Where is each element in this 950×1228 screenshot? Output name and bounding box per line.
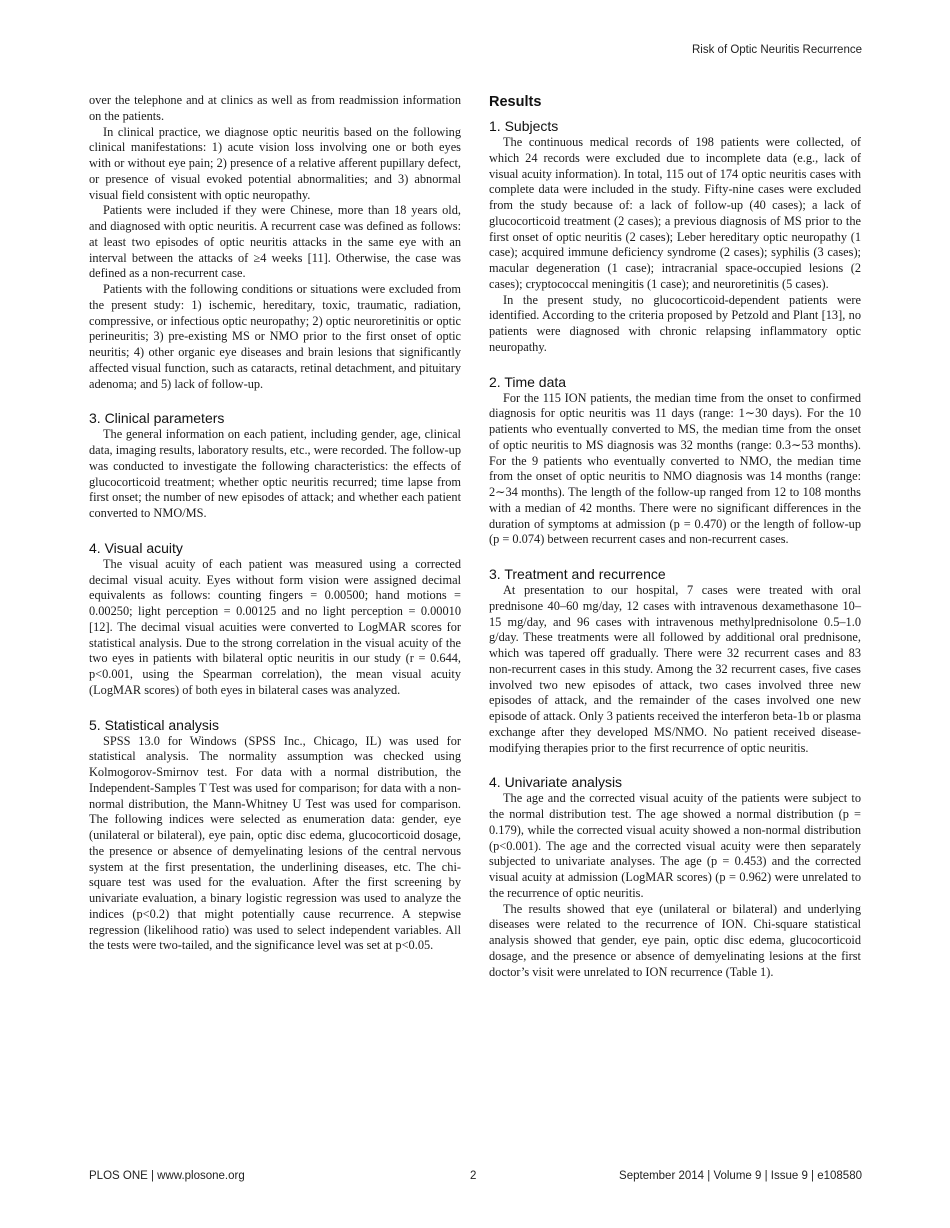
- right-column: [489, 93, 861, 980]
- section-paragraph: For the 115 ION patients, the median time from the onset to confirmed diagnosis for optic neuritis was 11 days (range: 1∼30 days). For the 10 patients who eventually converted to MS, the median time from the onset of optic neuritis to MS diagnosis was 32 months (range: 0.3∼53 months). For the 9 patients who eventually converted to NMO, the median time from the onset of optic neuritis to NMO diagnosis was 14 months (range: 2∼34 months). The length of the follow-up ranged from 12 to 108 months with a median of 42 months. There were no significant differences in the duration of symptoms at admission (p = 0.470) or the length of follow-up (p = 0.074) between recurrent cases and non-recurrent cases.: [489, 390, 861, 547]
- section-visual-acuity: [89, 539, 461, 699]
- section-heading: 2. Time data: [489, 373, 567, 390]
- section-paragraph: The visual acuity of each patient was measured using a corrected decimal visual acuity. Eyes without form vision were assigned decimal equivalents as follows: counting fingers = 0.00500; hand motions = 0.00250; light perception = 0.00125 and no light perception = 0.00010 [12]. The decimal visual acuities were converted to LogMAR scores for statistical analysis. Due to the strong correlation in the visual acuity of the two eyes in patients with bilateral optic neuritis in our study (r = 0.644, p<0.001, using the Spearman correlation), the mean visual acuity (LogMAR scores) of both eyes in bilateral cases was analyzed.: [89, 556, 461, 697]
- section-paragraph: SPSS 13.0 for Windows (SPSS Inc., Chicago, IL) was used for statistical analysis. The normality assumption was checked using Kolmogorov-Smirnov test. For data with a normal distribution, the Independent-Samples T Test was used for comparison; for data with a non-normal distribution, the Mann-Whitney U Test was used for comparison. The following indices were selected as enumeration data: gender, eye (unilateral or bilateral), eye pain, optic disc edema, glucocorticoid dosage, the presence or absence of demyelinating lesions of the central nervous system at the first presentation, the underlining diseases, etc. The chi-square test was used for the evaluation. After the first screening by univariate evaluation, a binary logistic regression was used to analyze the indices (p<0.2) that might potentially cause recurrence. A stepwise regression (likelihood ratio) was used to select independent variables. All the tests were two-tailed, and the significance level was set at p<0.05.: [89, 733, 461, 953]
- footer-page-number: 2: [470, 1170, 477, 1182]
- section-statistical-analysis: [89, 716, 461, 955]
- section-heading: 3. Clinical parameters: [89, 410, 225, 427]
- section-heading: 4. Univariate analysis: [489, 774, 623, 791]
- footer-journal: PLOS ONE | www.plosone.org: [89, 1170, 245, 1182]
- section-paragraph: The continuous medical records of 198 patients were collected, of which 24 records were excluded due to incomplete data (e.g., lack of visual acuity information). In total, 115 out of 174 optic neuritis cases with complete data were included in the study. Fifty-nine cases were excluded from the study because of: a lack of follow-up (40 cases); a lack of glucocorticoid treatment (2 cases); a previous diagnosis of MS prior to the first onset of optic neuritis (2 cases); Leber hereditary optic neuropathy (1 case); acquired immune deficiency syndrome (2 cases); syphilis (3 cases); macular degeneration (1 case); intracranial space-occupied lesions (2 cases); cryptococcal meningitis (1 case); and neuroretinitis (5 cases).: [489, 135, 861, 291]
- section-heading: 3. Treatment and recurrence: [489, 566, 666, 582]
- section-paragraph: At presentation to our hospital, 7 cases were treated with oral prednisone 40–60 mg/day, 12 cases with intravenous dexamethasone 10–15 mg/day, and 96 cases with intravenous methylprednisolone 0.5–1.0 g/day. These treatments were all followed by additional oral prednisone, which was tapered off gradually. There were 32 recurrent cases and 83 non-recurrent cases in this study. Among the 32 recurrent cases, five cases involved two new episodes of attack, two cases involved three new episodes of attack, and the remainder of the cases involved one new episode of attack. Only 3 patients received the interferon beta-1b or plasma exchange after they developed MS/NMO. No patient received disease-modifying therapies prior to the first recurrence of optic neuritis.: [489, 583, 861, 755]
- methods-paragraph: Patients with the following conditions or situations were excluded from the present study: 1) ischemic, hereditary, toxic, traumatic, radiation, compressive, or infectious optic neuropathy; 2) optic neuroretinitis or optic perineuritis; 3) pre-existing MS or NMO prior to the first onset of optic neuritis; 4) other organic eye diseases and brain lesions that significantly affected visual function, such as cataracts, retinal detachment, and pituitary adenoma; and 5) lack of follow-up.: [89, 282, 461, 391]
- results-heading: Results: [489, 94, 542, 110]
- section-paragraph: The general information on each patient, including gender, age, clinical data, imaging results, laboratory results, etc., were recorded. The follow-up was conducted to investigate the following characteristics: the effects of glucocorticoid treatment; whether optic neuritis recurred; time lapse from first onset; the number of new episodes of attack; and whether each patient converted to NMO/MS.: [89, 427, 461, 520]
- section-treatment-recurrence: [489, 565, 861, 756]
- section-heading: 1. Subjects: [489, 118, 559, 134]
- methods-paragraph: In clinical practice, we diagnose optic neuritis based on the following clinical manifestations: 1) acute vision loss involving one or both eyes with or without eye pain; 2) presence of a relative afferent pupillary defect, or presence of visual evoked potential abnormalities; and 3) abnormal visual field consistent with optic neuropathy.: [89, 124, 461, 202]
- section-subjects: [489, 117, 861, 356]
- running-title: Risk of Optic Neuritis Recurrence: [692, 44, 862, 56]
- section-univariate-analysis: [489, 773, 861, 980]
- methods-paragraph: over the telephone and at clinics as well as from readmission information on the patients.: [89, 93, 461, 123]
- section-paragraph: The results showed that eye (unilateral or bilateral) and underlying diseases were related to the recurrence of ION. Chi-square statistical analysis showed that gender, eye pain, optic disc edema, glucocorticoid dosage, and the presence or absence of demyelinating lesions at the first doctor’s visit were unrelated to ION recurrence (Table 1).: [489, 901, 861, 979]
- section-heading: 5. Statistical analysis: [89, 716, 219, 733]
- left-column: [89, 93, 461, 954]
- section-paragraph: The age and the corrected visual acuity of the patients were subject to the normal distribution test. The age showed a normal distribution (p = 0.179), while the corrected visual acuity showed a non-normal distribution (p<0.001). The age and the corrected visual acuity were then separately subjected to univariate analyses. The age (p = 0.453) and the corrected visual acuity at admission (LogMAR scores) (p = 0.962) were unrelated to the recurrence of optic neuritis.: [489, 791, 861, 900]
- section-time-data: [489, 373, 861, 549]
- methods-paragraph: Patients were included if they were Chinese, more than 18 years old, and diagnosed with optic neuritis. A recurrent case was defined as follows: at least two episodes of optic neuritis attacks in the same eye with an interval between the attacks of ≥4 weeks [11]. Otherwise, the case was defined as a non-recurrent case.: [89, 203, 461, 281]
- footer-issue: September 2014 | Volume 9 | Issue 9 | e108580: [619, 1170, 862, 1182]
- section-heading: 4. Visual acuity: [89, 539, 183, 556]
- section-paragraph: In the present study, no glucocorticoid-dependent patients were identified. According to the criteria proposed by Petzold and Plant [13], no patients were diagnosed with chronic relapsing inflammatory optic neuropathy.: [489, 292, 861, 354]
- section-clinical-parameters: [89, 409, 461, 522]
